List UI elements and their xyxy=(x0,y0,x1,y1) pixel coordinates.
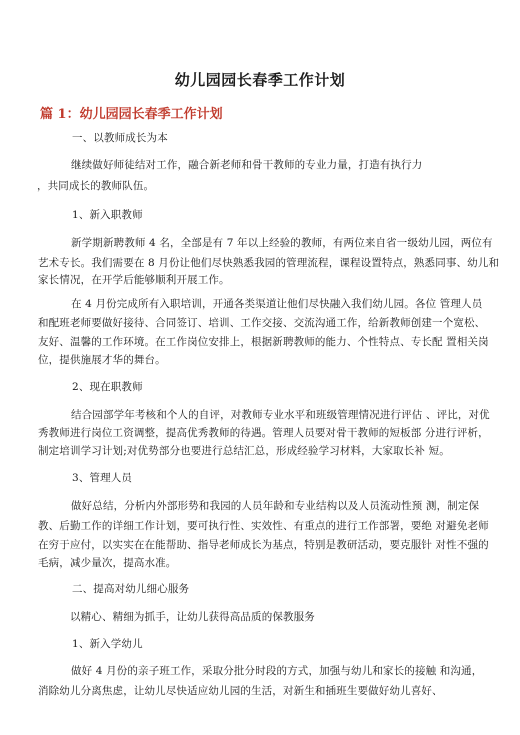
paragraph-line: 消除幼儿分离焦虑，让幼儿尽快适应幼儿园的生活，对新生和插班生要做好幼儿喜好、 xyxy=(38,685,443,697)
paragraph-line: 继续做好师徒结对工作，融合新老师和骨干教师的专业力量，打造有执行力 xyxy=(71,159,423,171)
subheading-current-teachers: 2、现在职教师 xyxy=(72,381,143,393)
heading-two: 二、提高对幼儿细心服务 xyxy=(72,583,190,595)
paragraph-line: 教、后勤工作的详细工作计划，要可执行性、实效性、有重点的进行工作部署，要绝 对避免老师 xyxy=(38,520,489,532)
paragraph-line: 秀教师进行岗位工资调整，提高优秀教师的待遇。管理人员要对骨干教师的短板部 分进行评析， xyxy=(38,427,489,439)
paragraph-line: 和配班老师要做好接待、合同签订、培训、工作交接、交流沟通工作，给新教师创建一个宽松、 xyxy=(38,317,486,329)
paragraph-line: 家长情况，在开学后能够顺利开展工作。 xyxy=(38,274,230,286)
subheading-new-children: 1、新入学幼儿 xyxy=(72,638,143,650)
paragraph-line: 毛病，减少量次，提高水准。 xyxy=(38,557,177,569)
paragraph-line: 位，提供施展才华的舞台。 xyxy=(38,354,166,366)
paragraph-line: 做好 4 月份的亲子班工作，采取分批分时段的方式，加强与幼儿和家长的接触 和沟通， xyxy=(71,665,483,677)
paragraph-line: 友好、温馨的工作环境。在工作岗位安排上，根据新聘教师的能力、个性特点、专长配 置相关岗 xyxy=(38,336,489,348)
section-title: 篇 1：幼儿园园长春季工作计划 xyxy=(40,107,223,122)
paragraph-line: 在穷于应付，以实实在在能帮助、指导老师成长为基点，特别是教研活动，要克服针 对性不强的 xyxy=(38,539,489,551)
paragraph-line: 在 4 月份完成所有入职培训，开通各类渠道让他们尽快融入我们幼儿园。各位 管理人员 xyxy=(71,298,483,310)
heading-one: 一、以教师成长为本 xyxy=(72,132,168,144)
paragraph-line: 制定培训学习计划;对优势部分也要进行总结汇总，形成经验学习材料，大家取长补 短。 xyxy=(38,445,450,457)
paragraph-line: 艺术专长。我们需要在 8 月份让他们尽快熟悉我园的管理流程，课程设置特点，熟悉同事、幼儿和 xyxy=(38,257,500,269)
subheading-new-teachers: 1、新入职教师 xyxy=(72,209,143,221)
paragraph-line: 做好总结，分析内外部形势和我园的人员年龄和专业结构以及人员流动性预 测，制定保 xyxy=(71,500,480,512)
subheading-managers: 3、管理人员 xyxy=(72,472,133,484)
paragraph-line: 结合园部学年考核和个人的自评，对教师专业水平和班级管理情况进行评估 、评比，对优 xyxy=(71,409,490,421)
paragraph-line: ，共同成长的教师队伍。 xyxy=(37,180,155,192)
paragraph-line: 新学期新聘教师 4 名，全部是有 7 年以上经验的教师，有两位来自省一级幼儿园，两位有 xyxy=(71,237,493,249)
document-title: 幼儿园园长春季工作计划 xyxy=(174,71,346,89)
paragraph-line: 以精心、精细为抓手，让幼儿获得高品质的保教服务 xyxy=(70,611,315,623)
